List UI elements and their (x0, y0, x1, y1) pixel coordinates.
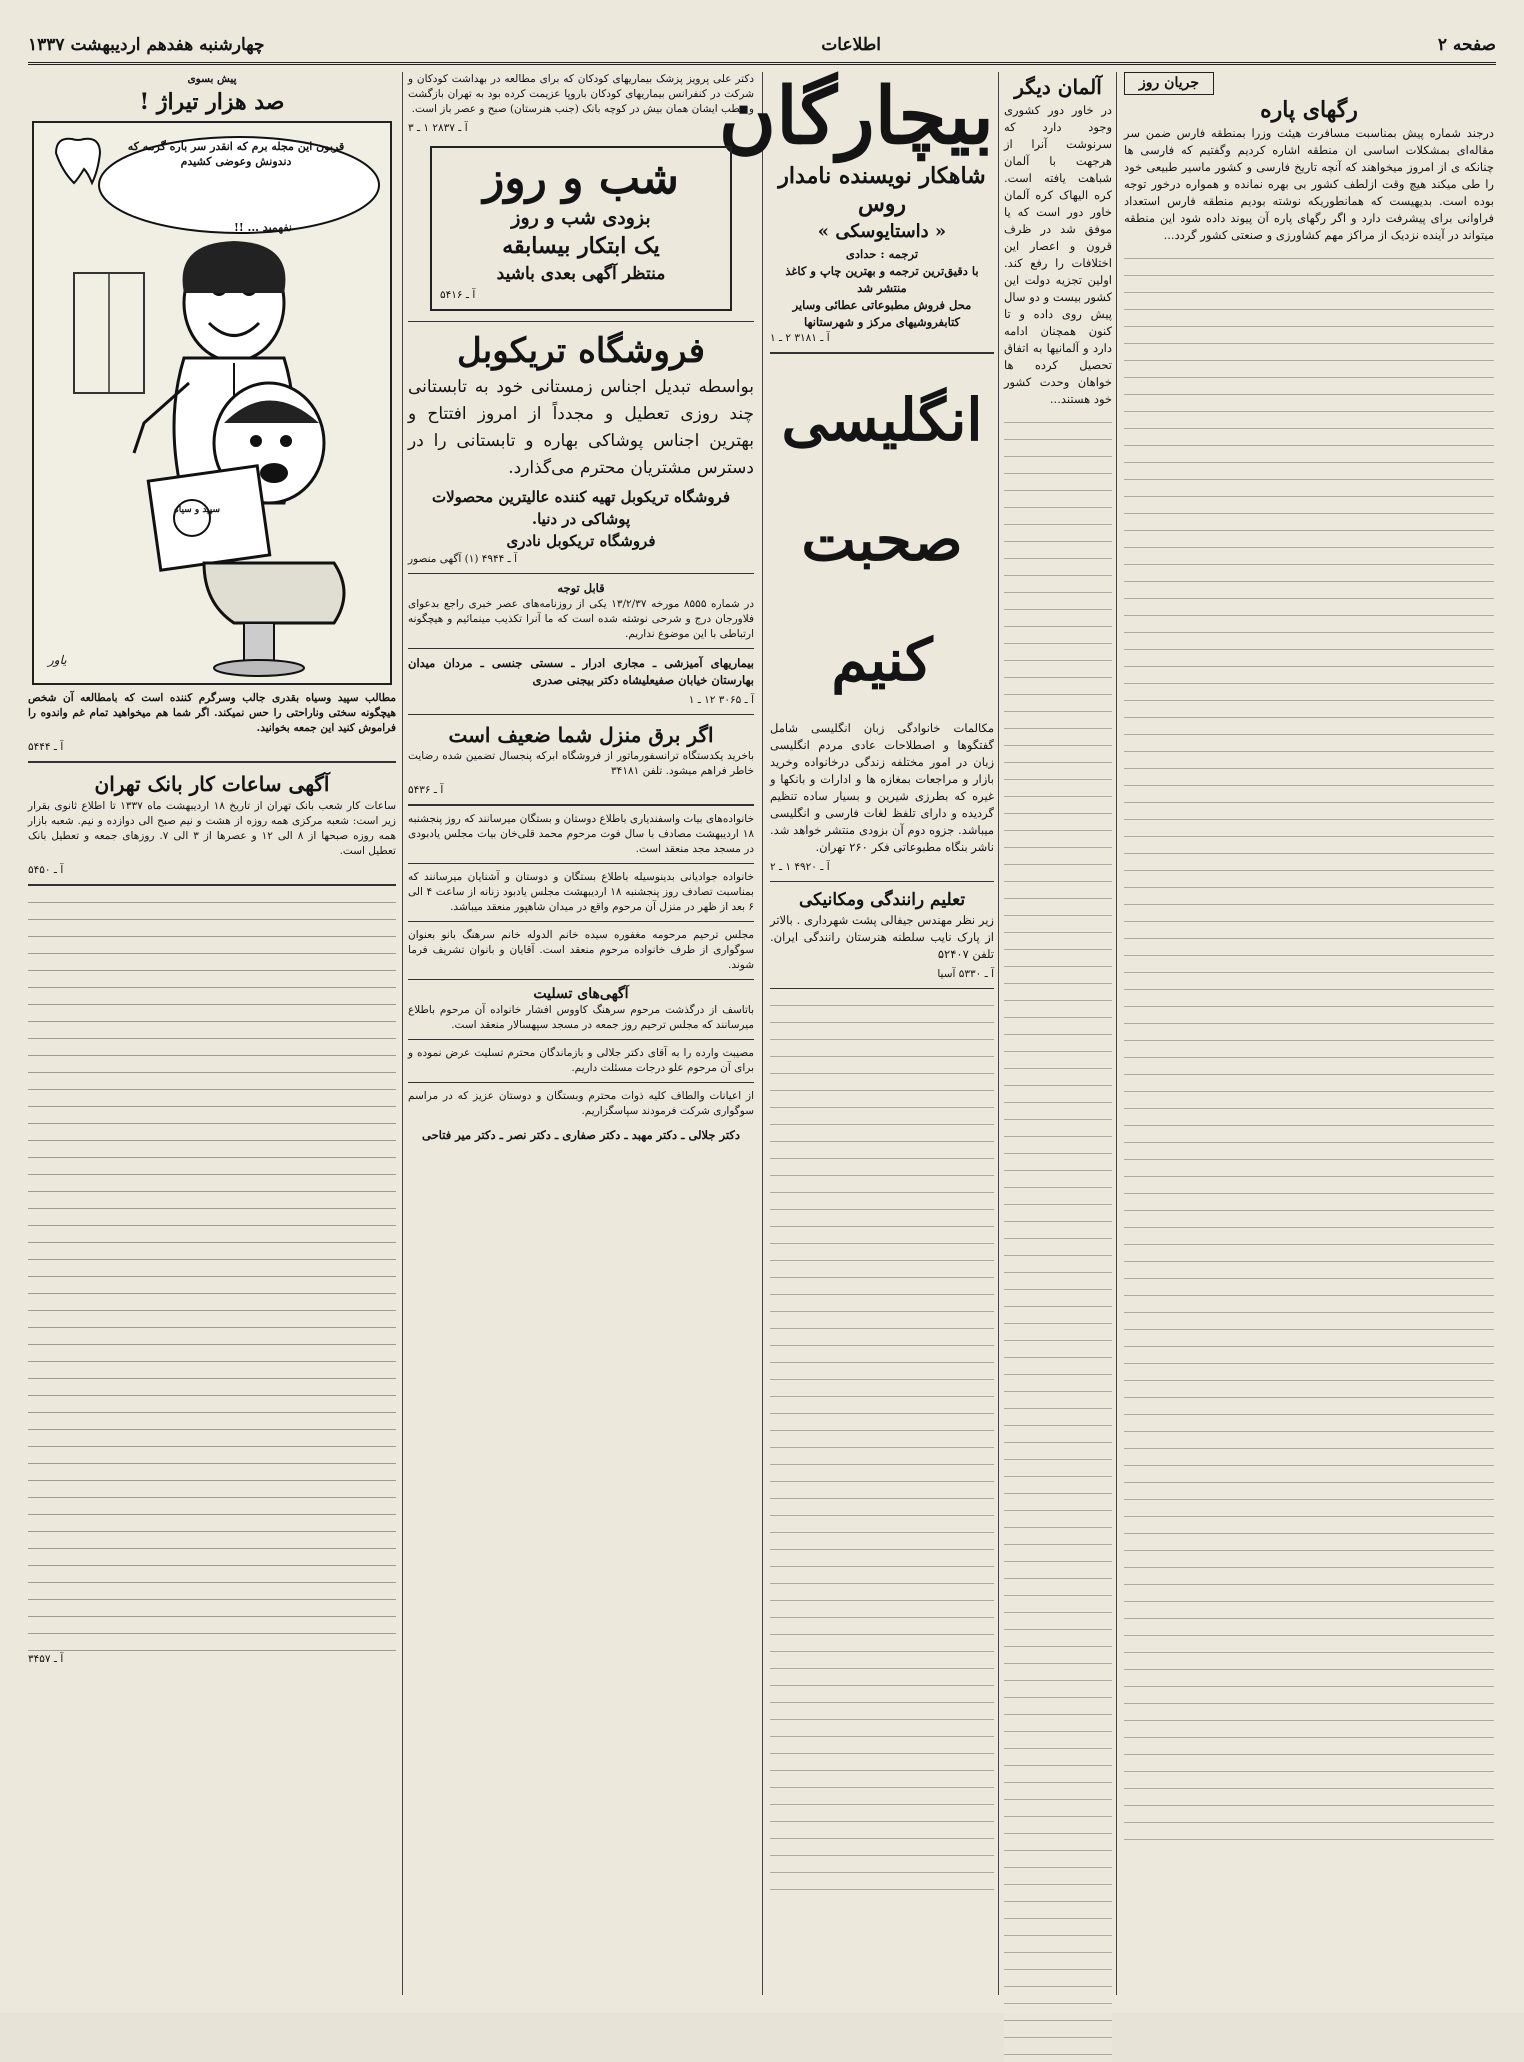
condolence-6: از اعیانات والطاف کلیه ذوات محترم وبستگان و دوستان عزیز که در مراسم سوگواری شرکت فرمودند سپاسگزاریم. (408, 1090, 754, 1117)
column-rule (402, 72, 403, 1995)
cartoon-title: صد هزار تیراژ ! (139, 89, 285, 115)
divider (770, 988, 994, 989)
editorial-body: درجند شماره پیش بمناسبت مسافرت هیئت وزرا بمنطقه فارس ضمن سر مقاله‌ای بمشکلات اساسی ان منطقه اشاره کردیم وگفتیم که فارسی ها چنانکه ی از امروز میخواهند که آنچه تاریخ فارسی و کشور ماسیر طبیعی خود را طی میکند هیچ وقت ازلطف کشور بی بهره نمانده و همواره درخور توجه بوده است. بدیهیست که همانطوریکه نوشته بودیم منطقه فارس استعداد فراوانی برای پیشرفت دارد و اگر رگهای پاره آن پیوند داده شود این منطقه میتواند در آینده نزدیک از مراکز مهم کشاورزی و صنعتی کشور گردد... (1124, 126, 1494, 242)
hospital-ad (408, 655, 754, 708)
divider (408, 804, 754, 806)
driving-ad (770, 888, 994, 982)
divider (408, 1082, 754, 1083)
divider (408, 1039, 754, 1040)
condolence-5: مصیبت وارده را به آقای دکتر جلالی و بازماندگان محترم تسلیت عرض نموده و برای آن مرحوم علو درجات مسئلت داریم. (408, 1047, 754, 1074)
text-lines (770, 995, 994, 1895)
footer-code: آ ـ ۳۴۵۷ (28, 1653, 64, 1665)
divider (408, 863, 754, 864)
weak-code: آ ـ ۵۴۳۶ (408, 784, 444, 796)
newspaper-name: اطلاعات (821, 35, 882, 55)
weak-power-ad (408, 721, 754, 798)
divider (408, 714, 754, 715)
shab-ruz-line3: منتظر آگهی بعدی باشید (496, 264, 666, 284)
novel-line4: با دقیق‌ترین ترجمه و بهترین چاپ و کاغذ منتشر شد (785, 264, 979, 295)
novel-title: بیچارگان (718, 71, 994, 162)
store-slogan: فروشگاه تریکوبل تهیه کننده عالیترین محصولات پوشاکی در دنیا. (431, 488, 731, 528)
doctor-code: آ ـ ۲۸۳۷ ۱ ـ ۳ (408, 122, 468, 134)
weak-body: باخرید یکدستگاه ترانسفورماتور از فروشگاه ابرکه پنجسال تضمین شده رضایت خاطر فراهم میشود. تلفن ۳۴۱۸۱ (408, 750, 754, 777)
column-rule (1116, 72, 1117, 1995)
column-ads (408, 72, 754, 1995)
bank-body: ساعات کار شعب بانک تهران از تاریخ ۱۸ اردیبهشت ماه ۱۳۳۷ تا اطلاع ثانوی بقرار زیر است: شعبه مرکزی همه روزه از هشت و نیم صبح الی دوازده و نیم. شعبه بازار همه روزه صبحها از ۸ الی ۱۲ و عصرها از ۳ الی ۷. روزهای جمعه و تعطیل بانک تعطیل است. (28, 800, 396, 857)
section-tag: جریان روز (1124, 72, 1214, 95)
cartoon-magazine-label: سپید و سیاه (174, 505, 221, 515)
bank-title: آگهی ساعات کار بانک تهران (94, 772, 330, 796)
novel-line5: محل فروش مطبوعاتی عطائی وسایر کتابفروشیهای مرکز و شهرستانها (792, 298, 972, 329)
shab-ruz-ad (430, 146, 732, 311)
english-body: مکالمات خانوادگی زبان انگلیسی شامل گفتگوها و اصطلاحات عادی مردم انگلیسی زبان در امور مختلفه زندگی درخانواده وخرید بازار و مراجعات بمغازه ها و ادارات و بانکها و غیره که بطرزی شیرین و بسیار ساده تنظیم گردیده و دارای تلفظ لغات فارسی و انگلیسی میباشد. جزوه دوم آن بزودی منتشر خواهد شد. ناشر بنگاه مطبوعاتی فکر ۲۶۰ تهران. (770, 721, 994, 854)
footer-names: دکتر جلالی ـ دکتر مهبد ـ دکتر صفاری ـ دکتر نصر ـ دکتر میر فتاحی (422, 1128, 740, 1142)
store-name: فروشگاه تریکوبل نادری (506, 532, 656, 550)
cartoon-panel (32, 121, 392, 685)
english-code: آ ـ ۴۹۲۰ ۱ ـ ۲ (770, 861, 830, 873)
cartoon-bubble-2: نفهمید ... !! (234, 221, 292, 234)
cartoon-caption: مطالب سپید وسیاه بقدری جالب وسرگرم کننده است که بامطالعه آن شخص هیچگونه سختی وناراحتی را حس نمیکند. اگر شما هم میخواهید تمام غم واندوه را فراموش کنید این جمعه بخوانید. (28, 692, 396, 734)
text-lines (1004, 412, 1112, 2062)
novel-code: آ ـ ۳۱۸۱ ۲ ـ ۱ (770, 332, 830, 344)
shab-ruz-line1: بزودی شب و روز (511, 207, 651, 229)
correction-title: قابل توجه (557, 581, 605, 595)
divider (408, 921, 754, 922)
divider (28, 884, 396, 886)
shab-ruz-title: شب و روز (483, 153, 679, 204)
weak-title: اگر برق منزل شما ضعیف است (448, 723, 714, 747)
novel-ad (718, 71, 994, 346)
shab-ruz-code: آ ـ ۵۴۱۶ (440, 289, 476, 301)
novel-line1: شاهکار نویسنده نامدار روس (778, 163, 986, 217)
divider (408, 573, 754, 574)
novel-author: « داستایوسکی » (817, 221, 947, 242)
editorial-title: رگهای پاره (1260, 97, 1358, 123)
condolence-section-title: آگهی‌های تسلیت (533, 986, 629, 1002)
driving-code: آ ـ ۵۳۳۰ آسیا (937, 968, 994, 980)
masthead (28, 28, 1496, 65)
english-title: انگلیسی صحبت کنیم (781, 386, 983, 694)
column-editorial (1124, 72, 1494, 1995)
cartoon-bubble-1: قربون این مجله برم که انقدر سر باره گرمه که دندونش وعوضی کشیدم (127, 140, 345, 168)
doctor-ad: دکتر علی پرویز پزشک بیماریهای کودکان که برای مطالعه در بهداشت کودکان و شرکت در کنفرانس بیماریهای کودکان باروپا عزیمت کرده بود به تهران بازگشت و مطب ایشان همان بیش در کوچه بانک (جنب هنرستان) صبح و عصر باز است. (408, 73, 754, 115)
divider (408, 648, 754, 649)
column-germany (1004, 72, 1112, 1995)
novel-translator: ترجمه : حدادی (845, 247, 919, 261)
column-rule (998, 72, 999, 1995)
driving-title: تعلیم رانندگی ومکانیکی (798, 890, 966, 910)
bank-code: آ ـ ۵۴۵۰ (28, 864, 64, 876)
page-number: صفحه ۲ (1437, 35, 1496, 55)
cartoon-code: آ ـ ۵۴۴۴ (28, 741, 64, 753)
dentist-cartoon-illustration (34, 123, 390, 679)
text-lines (1124, 248, 1494, 1848)
small-ads-row (770, 888, 994, 982)
divider (28, 761, 396, 763)
divider (408, 979, 754, 980)
condolence-1: خانواده‌های بیات واسفندیاری باطلاع دوستان و بستگان میرسانند که روز پنجشنبه ۱۸ اردیبهشت مصادف با سال فوت مرحوم محمد قلی‌خان بیات مجلس یادبودی در مسجد مجد منعقد است. (408, 813, 754, 855)
store-title: فروشگاه تریکوبل (457, 331, 705, 371)
correction-body: در شماره ۸۵۵۵ مورخه ۱۳/۲/۳۷ یکی از روزنامه‌های عصر خبری راجع بدعوای فلاورجان درج و شرحی نوشته شده است که ما آنرا تکذیب مینمائیم و هیچگونه ارتباطی با این موضوع نداریم. (408, 598, 755, 640)
cartoon-caption-top: پیش بسوی (187, 73, 237, 85)
driving-body: زیر نظر مهندس جیفالی پشت شهرداری . بالاتر از پارک نایب سلطنه هنرستان رانندگی ایران. تلفن ۵۲۴۰۷ (770, 913, 994, 961)
article-title: آلمان دیگر (1014, 75, 1102, 99)
condolence-2: خانواده جوادیانی بدینوسیله باطلاع بستگان و دوستان و آشنایان میرسانند که بمناسبت تصادف روز پنجشنبه ۱۸ اردیبهشت مجلس یادبود زنانه از ساعت ۴ الی ۶ بعد از ظهر در منزل آن مرحوم واقع در میدان شاهپور منعقد میباشد. (408, 871, 754, 913)
hospital-code: آ ـ ۳۰۶۵ ۱۲ ـ ۱ (688, 694, 754, 706)
issue-date: چهارشنبه هفدهم اردیبهشت ۱۳۳۷ (28, 35, 265, 55)
divider (770, 352, 994, 354)
condolence-4: باتاسف از درگذشت مرحوم سرهنگ کاووس افشار خانواده آن مرحوم باطلاع میرسانند که مجلس ترحیم روز جمعه در مسجد سپهسالار منعقد است. (408, 1004, 754, 1031)
shab-ruz-line2: یک ابتکار بیسابقه (502, 233, 660, 259)
hospital-body: بیماریهای آمیزشی ـ مجاری ادرار ـ سستی جنسی ـ مردان میدان بهارستان خیابان صفیعلیشاه دکتر بیجنی صدری (408, 656, 754, 687)
column-rule (762, 72, 763, 1995)
divider (408, 321, 754, 322)
store-body: بواسطه تبدیل اجناس زمستانی خود به تابستانی چند روزی تعطیل و مجدداً از امروز افتتاح و بهترین اجناس پوشاکی بهاره و تابستانی را در دسترس مشتریان محترم می‌گذارد. (408, 377, 754, 478)
divider (770, 881, 994, 882)
store-ad (408, 328, 754, 567)
tehran-bank-ad (28, 769, 396, 878)
condolence-text-lines (28, 892, 396, 1652)
correction-ad (408, 580, 754, 642)
english-ad (770, 360, 994, 875)
condolence-3: مجلس ترحیم مرحومه مغفوره سیده خانم الدوله خانم سرهنگ بانو بعنوان سوگواری از طرف خانواده مرحوم منعقد است. آقایان و بانوان تشریف فرما شوند. (408, 929, 754, 971)
store-code: آ ـ ۴۹۴۴ (۱) آگهی منصور (408, 553, 517, 565)
article-body: در خاور دور کشوری وجود دارد که سرنوشت آنرا از هرجهت با آلمان شباهت یافته است. کره الیهاک کره آلمان خاور دور است که یا موفق شد در ظرف قرون و اعصار این اختلافات را رفع کند. اولین تجزیه دولت این کشور بیست و دو سال پیش روی داده و تا کنون همچنان ادامه دارد و آلمانیها به اتفاق تحصیل کرده ها خواهان وحدت کشور خود هستند... (1004, 103, 1112, 406)
cartoon-signature: یاور (48, 653, 67, 667)
column-cartoon (28, 72, 396, 1995)
